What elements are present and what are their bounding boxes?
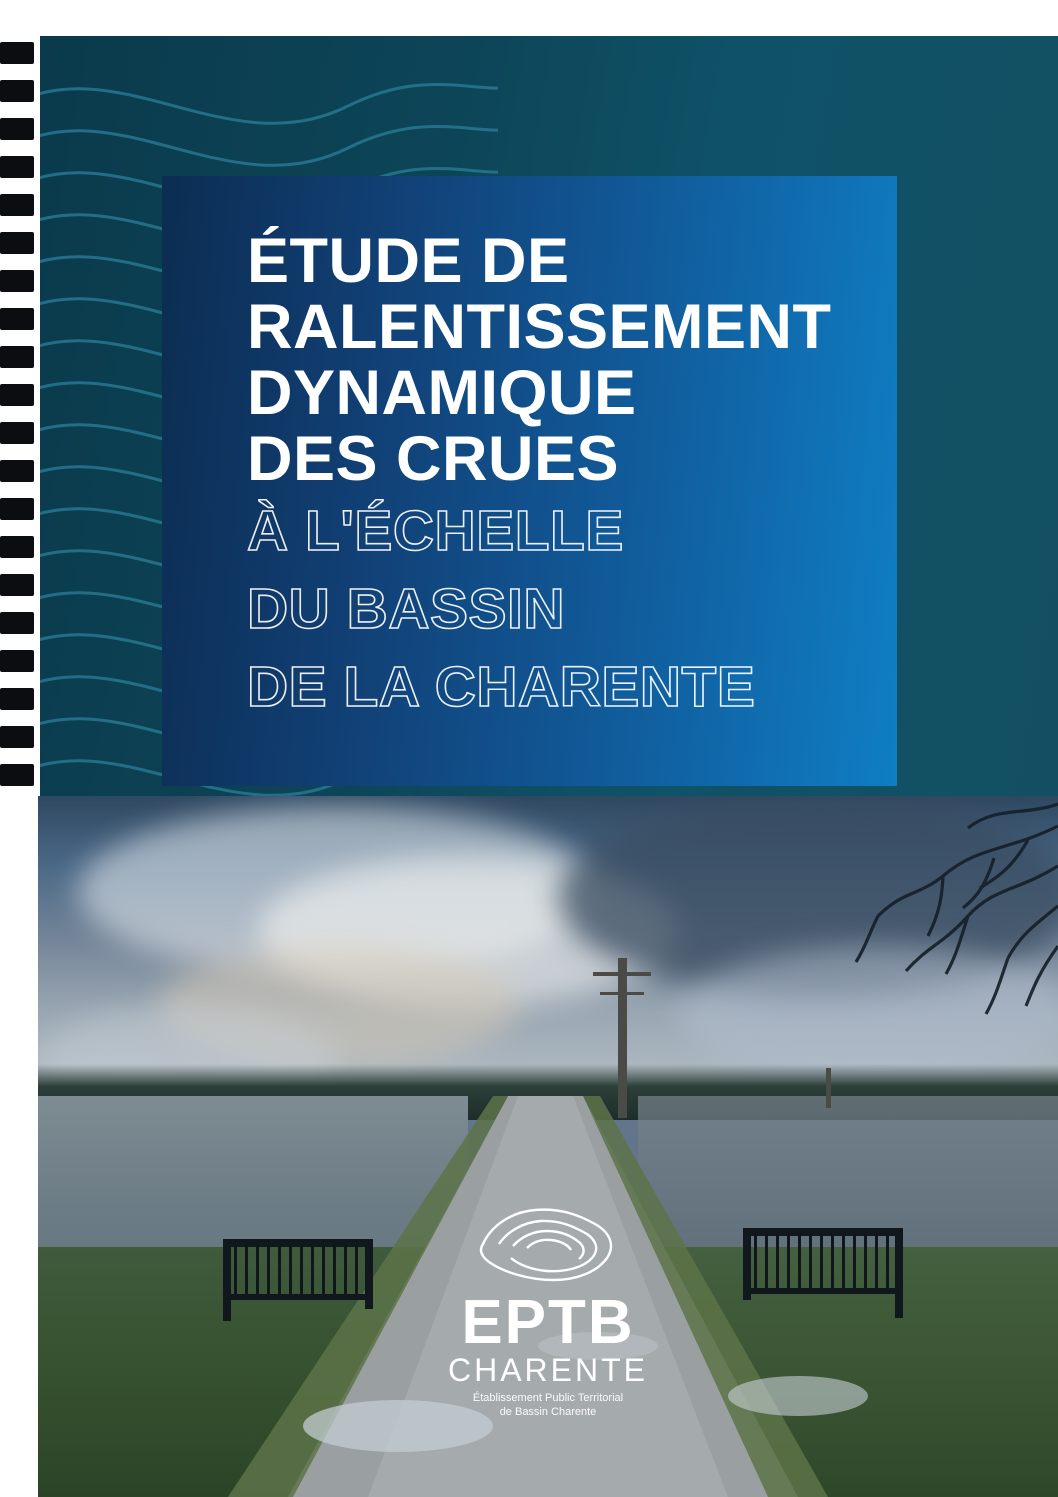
binding-hole (0, 422, 34, 444)
logo-name: EPTB (461, 1288, 635, 1357)
binding-hole (0, 498, 34, 520)
subtitle-line-1: À L'ÉCHELLE (247, 499, 624, 563)
binding-hole (0, 726, 34, 748)
utility-pole-crossarm (593, 972, 651, 976)
binding-hole (0, 308, 34, 330)
title-panel (162, 176, 897, 786)
utility-pole (618, 958, 627, 1118)
guardrail-right-bottom (744, 1288, 902, 1294)
logo (388, 1200, 708, 1419)
guardrail-right-post (895, 1228, 903, 1318)
binding-hole (0, 80, 34, 102)
guardrail-left-bars (234, 1242, 366, 1294)
binding-hole (0, 612, 34, 634)
spiral-binding (0, 36, 40, 796)
binding-hole (0, 194, 34, 216)
cover-photograph (38, 796, 1058, 1497)
logo-basin: CHARENTE (447, 1352, 648, 1388)
logo-subtitle-line-1: Établissement Public Territorial (472, 1392, 624, 1404)
title-line-2: RALENTISSEMENT (247, 292, 832, 362)
binding-hole (0, 650, 34, 672)
title-line-4: DES CRUES (247, 424, 620, 494)
subtitle-line-2: DU BASSIN (247, 577, 566, 641)
binding-hole (0, 42, 34, 64)
charente-basin-outline-icon (473, 1200, 623, 1288)
binding-hole (0, 384, 34, 406)
guardrail-right-bars (754, 1232, 896, 1288)
binding-hole (0, 574, 34, 596)
binding-hole (0, 346, 34, 368)
distant-pole (826, 1068, 831, 1108)
utility-pole-crossarm (600, 992, 644, 995)
binding-hole (0, 536, 34, 558)
binding-hole (0, 460, 34, 482)
binding-hole (0, 764, 34, 786)
subtitle-line-3: DE LA CHARENTE (247, 655, 756, 719)
logo-subtitle-line-2: de Bassin Charente (499, 1406, 597, 1418)
binding-hole (0, 156, 34, 178)
guardrail-left-post (223, 1239, 231, 1321)
title-line-3: DYNAMIQUE (247, 358, 637, 428)
binding-hole (0, 270, 34, 292)
guardrail-left-bottom (224, 1294, 372, 1300)
title-line-1: ÉTUDE DE (247, 226, 570, 296)
binding-hole (0, 688, 34, 710)
binding-hole (0, 118, 34, 140)
binding-hole (0, 232, 34, 254)
title-text-group (247, 228, 887, 726)
